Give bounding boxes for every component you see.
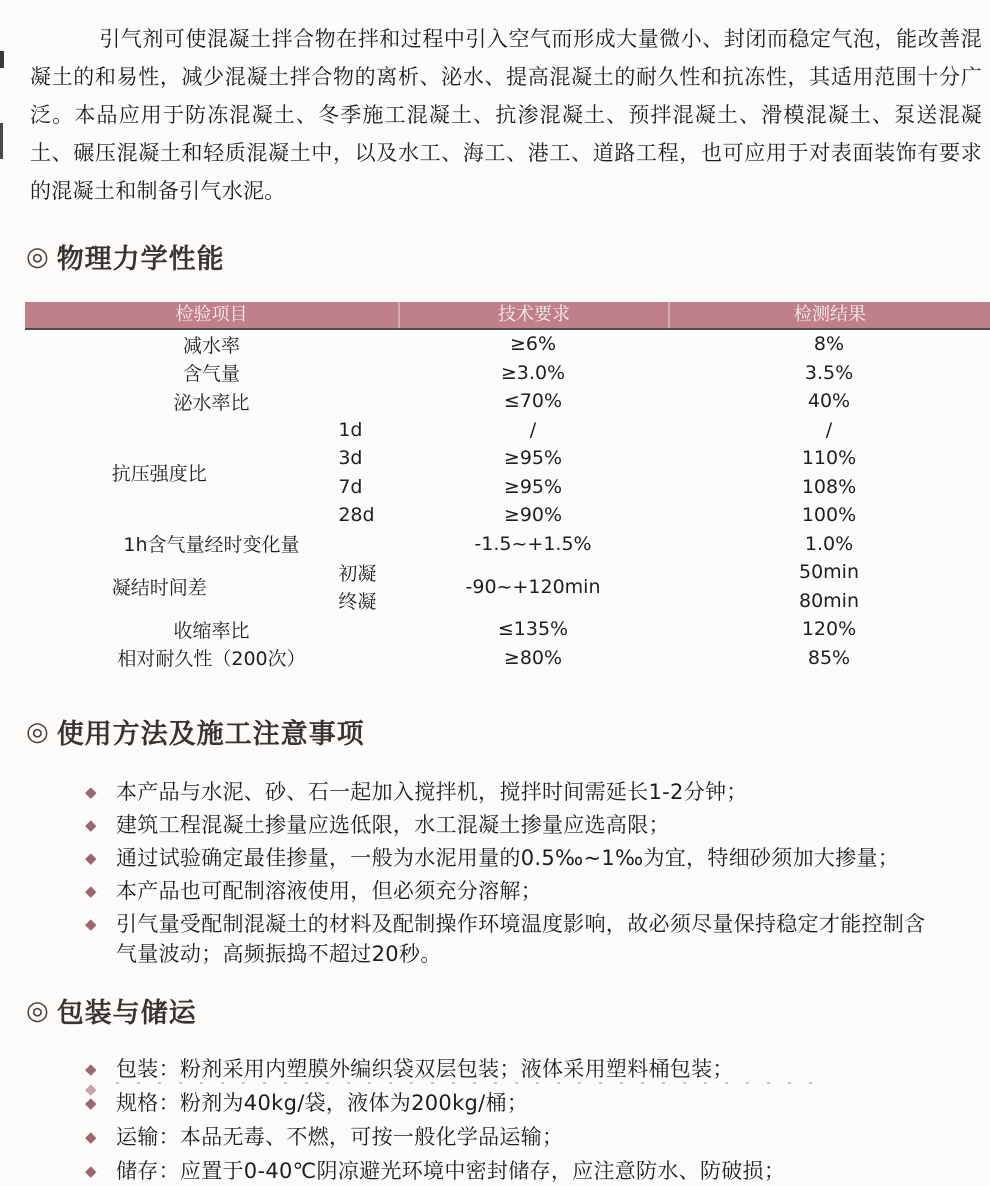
diamond-bullet-icon: ◆	[85, 849, 97, 867]
section-heading-packing	[26, 991, 990, 1030]
list-item	[85, 909, 965, 969]
table-row	[25, 530, 990, 559]
table-row	[25, 330, 990, 359]
row-result: 100%	[801, 504, 857, 527]
row-result: 110%	[801, 447, 857, 470]
table-header-requirement: 技术要求	[398, 302, 668, 328]
bullet-text: 包装：粉剂采用内塑膜外编织袋双层包装；液体采用塑料桶包装；	[116, 1057, 734, 1081]
diamond-bullet-icon: ◆	[85, 1128, 97, 1146]
row-requirement: ≥80%	[503, 646, 563, 669]
row-result: 1.0%	[804, 532, 854, 555]
section-title: 物理力学性能	[56, 244, 225, 275]
row-result: 50min	[798, 561, 859, 584]
table-row-group-strength	[25, 416, 990, 530]
diamond-bullet-icon: ◆	[85, 783, 97, 801]
row-item: 相对耐久性（200次）	[117, 648, 306, 671]
row-requirement: ≤135%	[497, 618, 569, 641]
bullet-text: 本产品也可配制溶液使用，但必须充分溶解；	[116, 879, 542, 903]
clipped-text-tops	[116, 1082, 816, 1084]
row-requirement: ≥6%	[509, 333, 557, 356]
table-header-result: 检测结果	[668, 302, 990, 328]
row-requirement: ≥95%	[503, 447, 563, 470]
row-requirement: ≤70%	[503, 390, 563, 413]
row-subitem: 3d	[338, 447, 363, 470]
double-circle-icon: ◎	[26, 716, 50, 747]
row-result: 8%	[813, 333, 845, 356]
list-item	[85, 810, 965, 840]
row-subitem: 终凝	[338, 591, 377, 614]
diamond-bullet-icon: ◆	[85, 1080, 97, 1098]
row-result: 3.5%	[804, 361, 854, 384]
row-requirement: -90~+120min	[465, 575, 601, 598]
double-circle-icon: ◎	[26, 241, 50, 272]
bullet-text: 储存：应置于0-40℃阴凉避光环境中密封储存，应注意防水、防破损；	[116, 1159, 786, 1183]
row-requirement: ≥95%	[503, 475, 563, 498]
row-result: /	[825, 418, 833, 441]
truncated-bullet-row	[85, 1079, 945, 1098]
row-item: 含气量	[182, 363, 240, 386]
row-item: 凝结时间差	[111, 577, 207, 599]
row-item: 1h含气量经时变化量	[123, 534, 300, 557]
bullet-text: 通过试验确定最佳掺量，一般为水泥用量的0.5‰~1‰为宜，特细砂须加大掺量；	[116, 846, 900, 870]
intro-paragraph: 引气剂可使混凝土拌合物在拌和过程中引入空气而形成大量微小、封闭而稳定气泡，能改善混凝土的和易性，减少混凝土拌合物的离析、泌水、提高混凝土的耐久性和抗冻性，其适用范围十分广泛。本品应用于防冻混凝土、冬季施工混凝土、抗渗混凝土、预拌混凝土、滑模混凝土、泵送混凝土、碾压混凝土和轻质混凝土中，以及水工、海工、港工、道路工程，也可应用于对表面装饰有要求的混凝土和制备引气水泥。	[30, 27, 982, 203]
row-requirement: -1.5~+1.5%	[474, 532, 592, 555]
table-row	[25, 615, 990, 644]
list-item	[85, 1122, 965, 1152]
row-result: 85%	[807, 646, 851, 669]
table-row	[25, 359, 990, 388]
diamond-bullet-icon: ◆	[85, 816, 97, 834]
row-item: 抗压强度比	[111, 463, 207, 485]
row-requirement: /	[529, 418, 537, 441]
row-result: 108%	[801, 475, 857, 498]
row-requirement: ≥90%	[503, 504, 563, 527]
row-subitem: 28d	[338, 504, 375, 527]
scan-artifact	[0, 123, 3, 159]
table-header-item: 检验项目	[175, 304, 248, 325]
bullet-text: 运输：本品无毒、不燃，可按一般化学品运输；	[116, 1125, 564, 1149]
diamond-bullet-icon: ◆	[85, 1094, 97, 1112]
row-item: 减水率	[182, 334, 240, 357]
row-item: 收缩率比	[173, 619, 250, 642]
list-item	[85, 843, 965, 873]
table-row	[25, 387, 990, 416]
packing-bullet-list	[85, 1054, 965, 1186]
list-item	[85, 1088, 965, 1118]
row-result: 40%	[807, 390, 851, 413]
double-circle-icon: ◎	[26, 995, 50, 1026]
bullet-text: 规格：粉剂为40kg/袋，液体为200kg/桶；	[116, 1091, 529, 1115]
row-requirement: ≥3.0%	[500, 361, 566, 384]
usage-bullet-list	[85, 777, 965, 969]
scan-artifact	[0, 51, 4, 68]
table-header-row	[25, 302, 990, 330]
section-heading-physical	[26, 237, 990, 276]
diamond-bullet-icon: ◆	[85, 915, 97, 933]
row-subitem: 1d	[338, 418, 363, 441]
list-item	[85, 1156, 965, 1186]
row-item: 泌水率比	[173, 391, 250, 414]
row-subitem: 7d	[338, 475, 363, 498]
diamond-bullet-icon: ◆	[85, 882, 97, 900]
list-item	[85, 777, 965, 807]
bullet-text: 引气量受配制混凝土的材料及配制操作环境温度影响，故必须尽量保持稳定才能控制含气量波动；高频振捣不超过20秒。	[116, 912, 926, 966]
table-row	[25, 644, 990, 673]
diamond-bullet-icon: ◆	[85, 1162, 97, 1180]
row-result: 120%	[801, 618, 857, 641]
section-title: 使用方法及施工注意事项	[56, 719, 365, 750]
diamond-bullet-icon: ◆	[85, 1060, 97, 1078]
bullet-text: 本产品与水泥、砂、石一起加入搅拌机，搅拌时间需延长1-2分钟；	[116, 780, 748, 804]
row-subitem: 初凝	[338, 562, 377, 585]
properties-table	[25, 302, 990, 672]
row-result: 80min	[798, 589, 859, 612]
list-item	[85, 876, 965, 906]
table-row-group-setting-time	[25, 558, 990, 615]
section-title: 包装与储运	[56, 998, 197, 1029]
section-heading-usage	[26, 712, 990, 751]
bullet-text: 建筑工程混凝土掺量应选低限，水工混凝土掺量应选高限；	[116, 813, 670, 837]
